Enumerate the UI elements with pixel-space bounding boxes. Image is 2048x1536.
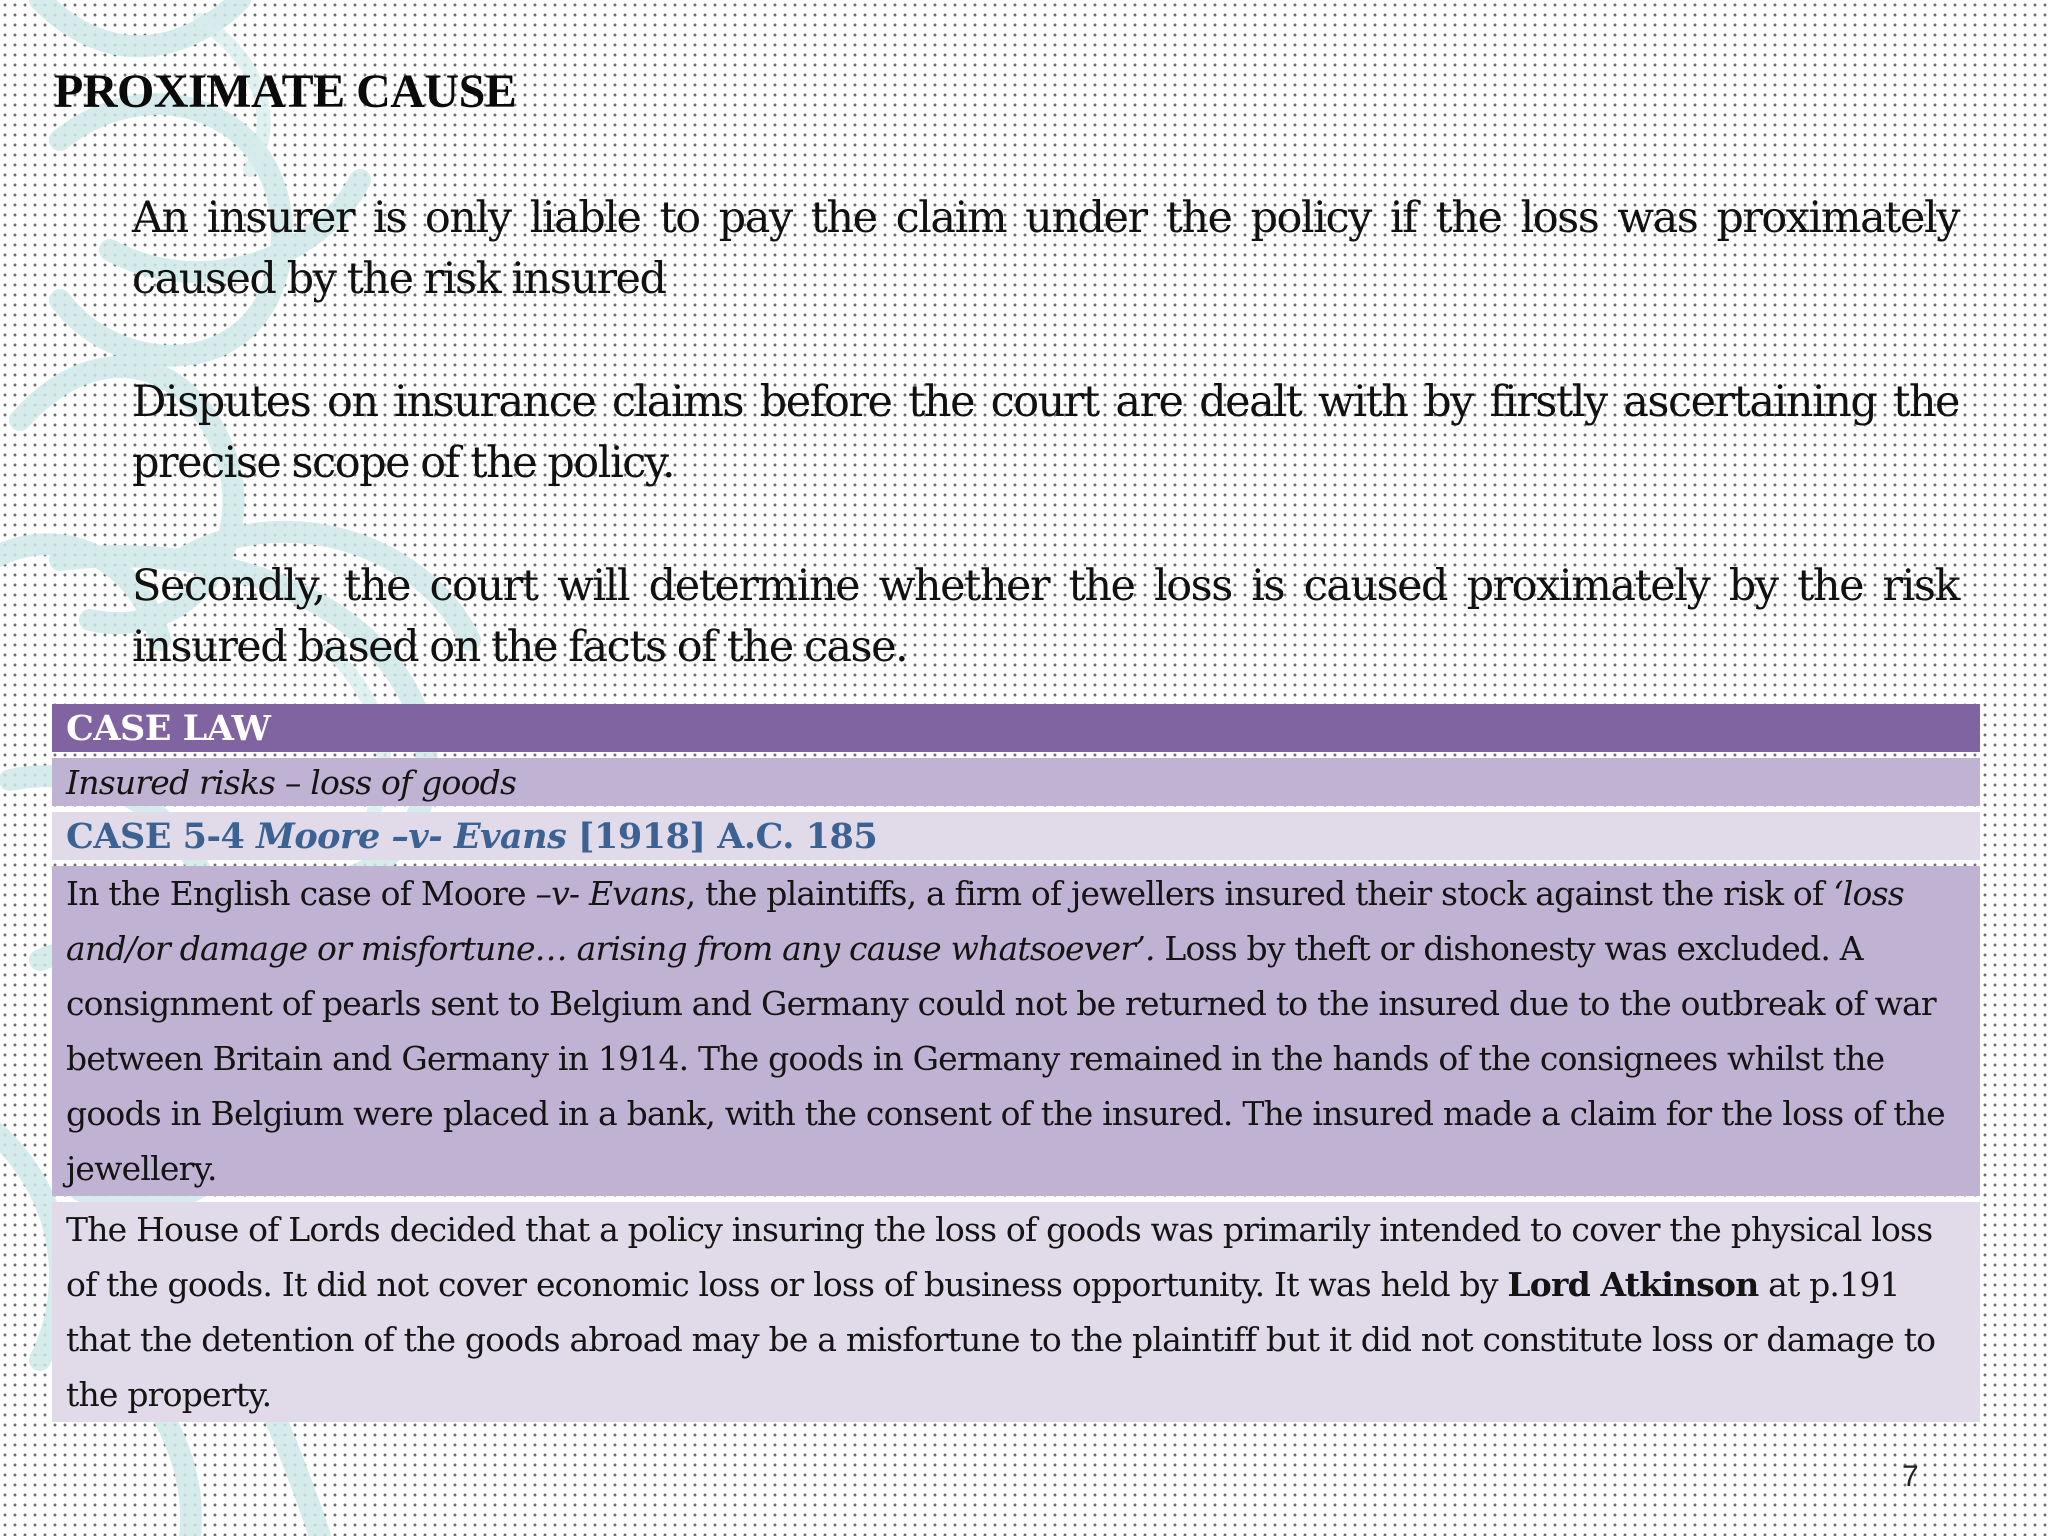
case-title xyxy=(52,812,1980,860)
facts-text: In the English case of Moore xyxy=(66,874,536,913)
case-number: CASE 5-4 xyxy=(66,815,257,857)
facts-versus: –v- Evans xyxy=(535,874,686,913)
policy-quote: ‘loss and/or damage or misfortune… arising from any cause whatsoever’. xyxy=(66,874,1904,968)
case-facts xyxy=(52,866,1980,1196)
bullet-list xyxy=(132,188,1959,740)
case-citation: [1918] A.C. 185 xyxy=(566,815,878,857)
case-law-table xyxy=(52,698,1980,1428)
case-topic: Insured risks – loss of goods xyxy=(52,758,1980,806)
facts-text: Loss by theft or dishonesty was excluded. A consignment of pearls sent to Belgium and Germany could not be returned to the insured due to the outbreak of war between Britain and Germany in 1914. The goods in Germany remained in the hands of the consignees whilst the goods in Belgium were placed in a bank, with the consent of the insured. The insured made a claim for the loss of the jewellery. xyxy=(66,929,1945,1188)
slide-title: PROXIMATE CAUSE xyxy=(54,65,517,118)
facts-text: , the plaintiffs, a firm of jewellers insured their stock against the risk of xyxy=(685,874,1834,913)
case-facts-row xyxy=(52,866,1980,1196)
case-held xyxy=(52,1202,1980,1422)
bullet-item: Disputes on insurance claims before the court are dealt with by firstly ascertaining the precise scope of the policy. xyxy=(132,377,1959,488)
bullet-item: Secondly, the court will determine whether the loss is caused proximately by the risk insured based on the facts of the case. xyxy=(132,561,1959,672)
case-title-row xyxy=(52,812,1980,860)
case-topic-row xyxy=(52,758,1980,806)
held-text: at p.191 that the detention of the goods abroad may be a misfortune to the plaintiff but it did not constitute loss or damage to the property. xyxy=(66,1265,1936,1414)
held-text: The House of Lords decided that a policy insuring the loss of goods was primarily intended to cover the physical loss of the goods. It did not cover economic loss or loss of business opportunity. It was held by xyxy=(66,1210,1933,1304)
case-law-header-row xyxy=(52,704,1980,752)
case-held-row xyxy=(52,1202,1980,1422)
case-law-header: CASE LAW xyxy=(52,704,1980,752)
page-number: 7 xyxy=(1902,1460,1919,1493)
case-name: Moore –v- Evans xyxy=(256,815,567,857)
bullet-item: An insurer is only liable to pay the claim under the policy if the loss was proximately caused by the risk insured xyxy=(132,193,1959,304)
judge-name: Lord Atkinson xyxy=(1507,1265,1759,1304)
